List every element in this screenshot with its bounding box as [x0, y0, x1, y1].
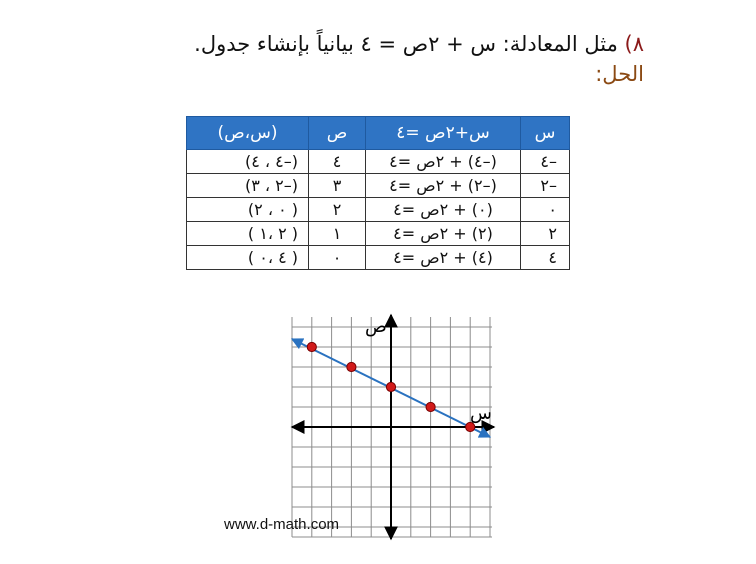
- cell-pair: (–٤ ، ٤): [187, 150, 309, 174]
- cell-equation: (٤) + ٢ص =٤: [366, 246, 521, 270]
- x-axis-label: س: [470, 403, 492, 424]
- cell-pair: ( ٤ ،٠ ): [187, 246, 309, 270]
- question-body: مثل المعادلة: س + ٢ص = ٤ بيانياً بإنشاء جدول.: [194, 32, 618, 56]
- cell-y: ٣: [309, 174, 366, 198]
- cell-pair: ( ٢ ،١ ): [187, 222, 309, 246]
- data-point: [426, 402, 435, 411]
- header-equation: س+٢ص =٤: [366, 117, 521, 150]
- cell-x: ٢: [521, 222, 570, 246]
- cell-y: ٠: [309, 246, 366, 270]
- solution-label: الحل:: [595, 62, 644, 86]
- watermark: www.d-math.com: [224, 516, 340, 533]
- cell-equation: (–٢) + ٢ص =٤: [366, 174, 521, 198]
- data-point: [386, 382, 395, 391]
- data-point: [347, 362, 356, 371]
- data-point: [307, 342, 316, 351]
- cell-pair: (–٢ ، ٣): [187, 174, 309, 198]
- header-x: س: [521, 117, 570, 150]
- header-pair: (س،ص): [187, 117, 309, 150]
- cell-y: ٢: [309, 198, 366, 222]
- cell-x: –٢: [521, 174, 570, 198]
- y-axis-label: ص: [365, 316, 387, 337]
- cell-x: –٤: [521, 150, 570, 174]
- question-number: ٨): [624, 32, 644, 56]
- cell-y: ٤: [309, 150, 366, 174]
- header-y: ص: [309, 117, 366, 150]
- cell-y: ١: [309, 222, 366, 246]
- cell-x: ٤: [521, 246, 570, 270]
- cell-equation: (٠) + ٢ص =٤: [366, 198, 521, 222]
- cell-equation: (–٤) + ٢ص =٤: [366, 150, 521, 174]
- cell-pair: ( ٠ ، ٢): [187, 198, 309, 222]
- axes: [292, 315, 494, 539]
- cell-equation: (٢) + ٢ص =٤: [366, 222, 521, 246]
- cell-x: ٠: [521, 198, 570, 222]
